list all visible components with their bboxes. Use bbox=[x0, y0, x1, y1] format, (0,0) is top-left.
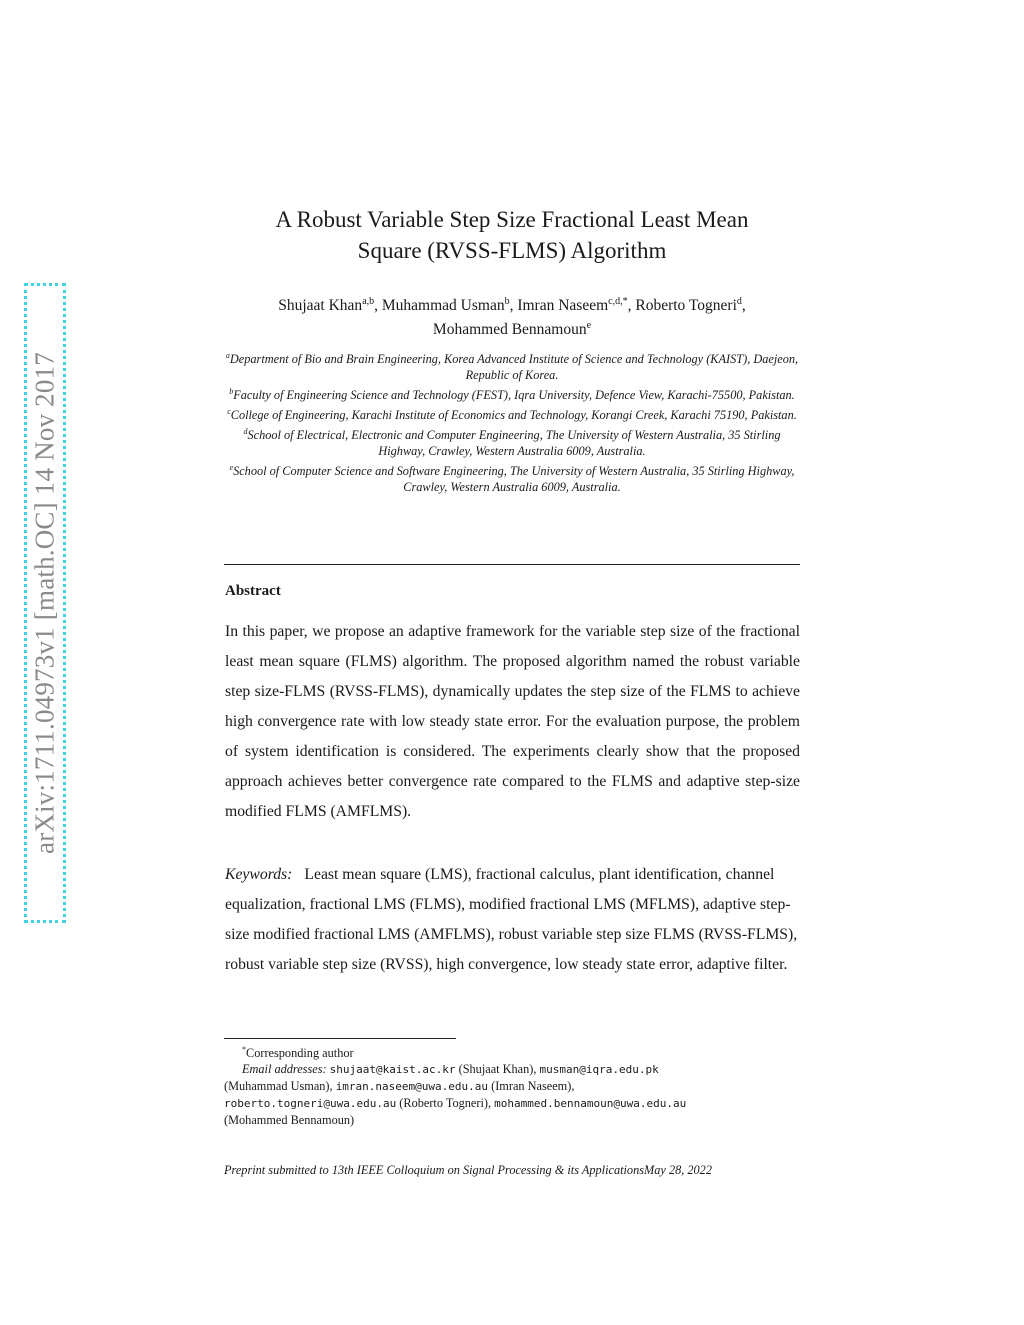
title-line-2: Square (RVSS-FLMS) Algorithm bbox=[357, 238, 667, 263]
email-link[interactable]: mohammed.bennamoun@uwa.edu.au bbox=[494, 1097, 687, 1111]
email-link[interactable]: roberto.togneri@uwa.edu.au bbox=[224, 1097, 397, 1111]
abstract-text: In this paper, we propose an adaptive framework for the variable step size of the fractional least mean square (FLMS) algorithm. The proposed algorithm named the robust variable step size-FLMS (RVSS-FLMS), dynamically updates the step size of the FLMS to achieve high convergence rate with low steady state error. For the evaluation purpose, the problem of system identification is considered. The experiments clearly show that the proposed approach achieves better convergence rate compared to the FLMS and adaptive step-size modified FLMS (AMFLMS). bbox=[225, 623, 800, 820]
email-owner: (Muhammad Usman) bbox=[224, 1079, 330, 1094]
email-link[interactable]: musman@iqra.edu.pk bbox=[539, 1063, 659, 1077]
corresponding-author-note: *Corresponding author bbox=[242, 1045, 354, 1061]
affiliation: $^c$College of Engineering, Karachi Institute of Economics and Technology, Korangi Creek, Karachi 75190, Pakistan. bbox=[227, 406, 797, 422]
preprint-venue: Preprint submitted to 13th IEEE Colloquium on Signal Processing & its Applications bbox=[224, 1163, 645, 1177]
email-owner: (Shujaat Khan) bbox=[458, 1062, 534, 1077]
arxiv-identifier[interactable]: arXiv:1711.04973v1 [math.OC] 14 Nov 2017 bbox=[29, 352, 60, 854]
preprint-date: May 28, 2022 bbox=[644, 1163, 712, 1177]
author: Shujaat Khan$^{a,b}$, bbox=[278, 296, 382, 315]
keywords-label: Keywords: bbox=[225, 866, 293, 883]
arxiv-stamp[interactable] bbox=[24, 283, 66, 923]
author: Roberto Togneri$^d$, bbox=[635, 296, 746, 315]
keywords-text: Least mean square (LMS), fractional calculus, plant identification, channel equalization, fractional LMS (FLMS), modified fractional LMS (MFLMS), adaptive step-size modified fractional LMS (AMFLMS), robust variable step size FLMS (RVSS-FLMS), robust variable step size (RVSS), high convergence, low steady state error, adaptive filter. bbox=[225, 866, 798, 973]
email-owner: (Mohammed Bennamoun) bbox=[224, 1113, 355, 1128]
affiliation: $^b$Faculty of Engineering Science and Technology (FEST), Iqra University, Defence View, Karachi-75500, Pakistan. bbox=[229, 386, 795, 402]
footnote-divider bbox=[224, 1038, 456, 1039]
affiliation: $^e$School of Computer Science and Software Engineering, The University of Western Australia, 35 Stirling Highway, Crawley, Western Australia 6009, Australia. bbox=[229, 462, 795, 494]
author: Imran Naseem$^{c,d,*}$, bbox=[517, 296, 636, 315]
abstract-heading: Abstract bbox=[225, 583, 281, 599]
author: Muhammad Usman$^b$, bbox=[381, 296, 518, 315]
affiliation: $^a$Department of Bio and Brain Engineering, Korea Advanced Institute of Science and Technology (KAIST), Daejeon, Republic of Korea. bbox=[225, 351, 799, 382]
email-owner: (Roberto Togneri) bbox=[399, 1096, 488, 1111]
affiliation-list bbox=[224, 348, 800, 496]
footnote: *Corresponding author Email addresses: shujaat@kaist.ac.kr (Shujaat Khan), musman@iqra.edu.pk (Muhammad Usman), imran.naseem@uwa.edu.au (Imran Naseem), roberto.togneri@uwa.edu.au (Roberto Togneri), mohammed.bennamoun@uwa.edu.au (Mohammed Bennamoun) bbox=[224, 1042, 804, 1128]
author-list bbox=[214, 292, 810, 340]
email-owner: (Imran Naseem) bbox=[491, 1079, 572, 1094]
title-line-1: A Robust Variable Step Size Fractional Least Mean bbox=[275, 207, 749, 232]
affiliation: $^d$School of Electrical, Electronic and Computer Engineering, The University of Western Australia, 35 Stirling Highway, Crawley, Western Australia 6009, Australia. bbox=[243, 426, 781, 458]
preprint-line bbox=[224, 1163, 712, 1178]
paper-title bbox=[224, 204, 800, 266]
header-divider bbox=[224, 564, 800, 565]
keywords bbox=[225, 860, 800, 980]
email-link[interactable]: imran.naseem@uwa.edu.au bbox=[335, 1080, 489, 1094]
author: Mohammed Bennamoun$^e$ bbox=[432, 320, 592, 339]
email-label: Email addresses: bbox=[242, 1062, 327, 1077]
email-link[interactable]: shujaat@kaist.ac.kr bbox=[329, 1063, 456, 1077]
